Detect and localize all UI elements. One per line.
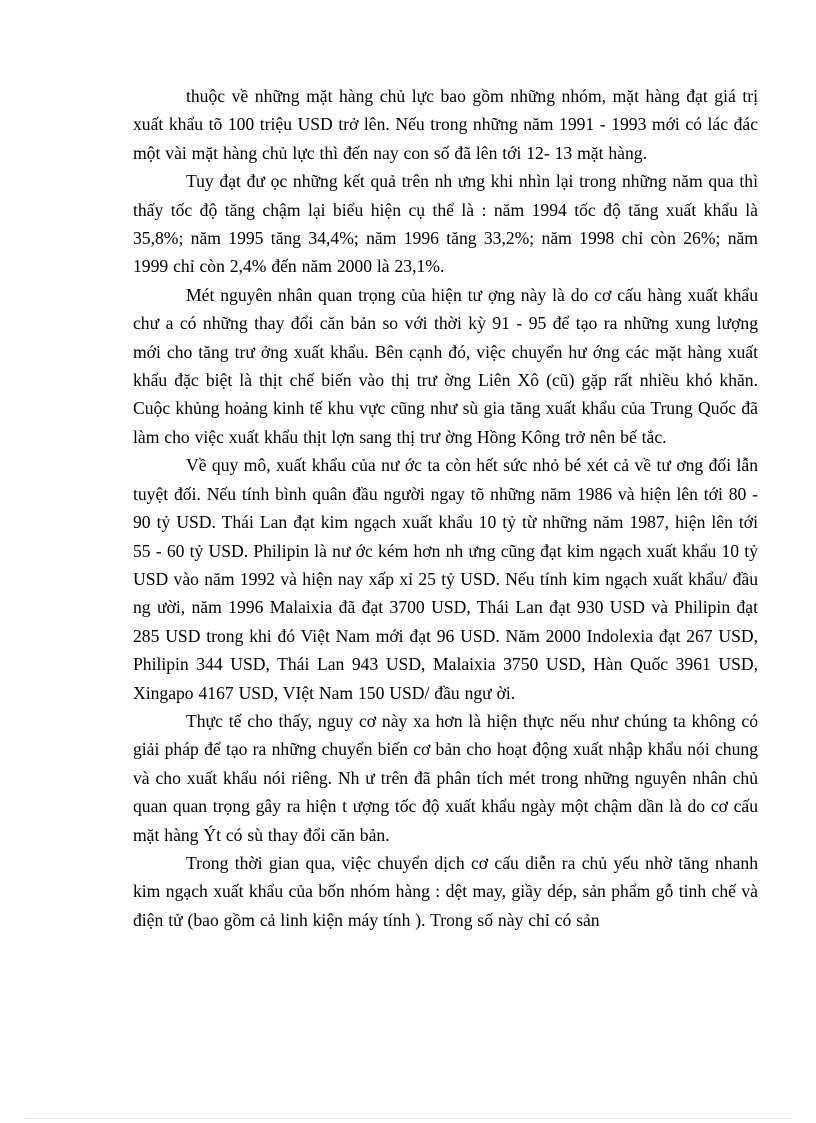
paragraph-2: Tuy đạt đư ọc những kết quả trên nh ưng khi nhìn lại trong những năm qua thì thấy tốc độ tăng chậm lại biểu hiện cụ thể là : năm 1994 tốc độ tăng xuất khẩu là 35,8%; năm 1995 tăng 34,4%; năm 1996 tăng 33,2%; năm 1998 chỉ còn 26%; năm 1999 chỉ còn 2,4% đến năm 2000 là 23,1%.: [133, 171, 758, 277]
document-body: [133, 82, 758, 934]
paragraph-6: Trong thời gian qua, việc chuyển dịch cơ cấu diễn ra chủ yếu nhờ tăng nhanh kim ngạch xuất khẩu của bốn nhóm hàng : dệt may, giầy dép, sản phẩm gỗ tinh chế và điện tử (bao gồm cả linh kiện máy tính ). Trong số này chỉ có sản: [133, 852, 758, 930]
paragraph-1: thuộc về những mặt hàng chủ lực bao gồm những nhóm, mặt hàng đạt giá trị xuất khẩu tõ 100 triệu USD trở lên. Nếu trong những năm 1991 - 1993 mới có lác đác một vài mặt hàng chủ lực thì đến nay con số đã lên tới 12- 13 mặt hàng.: [133, 86, 758, 163]
paragraph-5: Thực tế cho thấy, nguy cơ này xa hơn là hiện thực nếu như chúng ta không có giải pháp để tạo ra những chuyển biến cơ bản cho hoạt động xuất nhập khẩu nói chung và cho xuất khẩu nói riêng. Nh ư trên đã phân tích mét trong những nguyên nhân chủ quan quan trọng gây ra hiện t ượng tốc độ xuất khẩu ngày một chậm dần là do cơ cấu mặt hàng Ýt có sù thay đổi căn bản.: [133, 710, 758, 845]
paragraph-3: Mét nguyên nhân quan trọng của hiện tư ợng này là do cơ cấu hàng xuất khẩu chư a có những thay đổi căn bản so với thời kỳ 91 - 95 để tạo ra những xung lượng mới cho tăng trư ởng xuất khẩu. Bên cạnh đó, việc chuyển hư ớng các mặt hàng xuất khẩu đặc biệt là thịt chế biến vào thị trư ờng Liên Xô (cũ) gặp rất nhiều khó khăn. Cuộc khủng hoảng kinh tế khu vực cũng như sù gia tăng xuất khẩu của Trung Quốc đã làm cho việc xuất khẩu thịt lợn sang thị trư ờng Hồng Kông trở nên bế tắc.: [133, 284, 758, 447]
page-bottom-divider: [24, 1118, 792, 1119]
paragraph-4: Về quy mô, xuất khẩu của nư ớc ta còn hết sức nhỏ bé xét cả về tư ơng đối lẫn tuyệt đối. Nếu tính bình quân đầu người ngay tõ những năm 1986 và hiện lên tới 80 - 90 tỷ USD. Thái Lan đạt kim ngạch xuất khẩu 10 tỷ từ những năm 1987, hiện lên tới 55 - 60 tỷ USD. Philipin là nư ớc kém hơn nh ưng cũng đạt kim ngạch xuất khẩu 10 tỷ USD vào năm 1992 và hiện nay xấp xỉ 25 tỷ USD. Nếu tính kim ngạch xuất khẩu/ đầu ng ười, năm 1996 Malaixia đã đạt 3700 USD, Thái Lan đạt 930 USD và Philipin đạt 285 USD trong khi đó Việt Nam mới đạt 96 USD. Năm 2000 Indolexia đạt 267 USD, Philipin 344 USD, Thái Lan 943 USD, Malaixia 3750 USD, Hàn Quốc 3961 USD, Xingapo 4167 USD, VIệt Nam 150 USD/ đầu ngư ời.: [133, 455, 758, 703]
